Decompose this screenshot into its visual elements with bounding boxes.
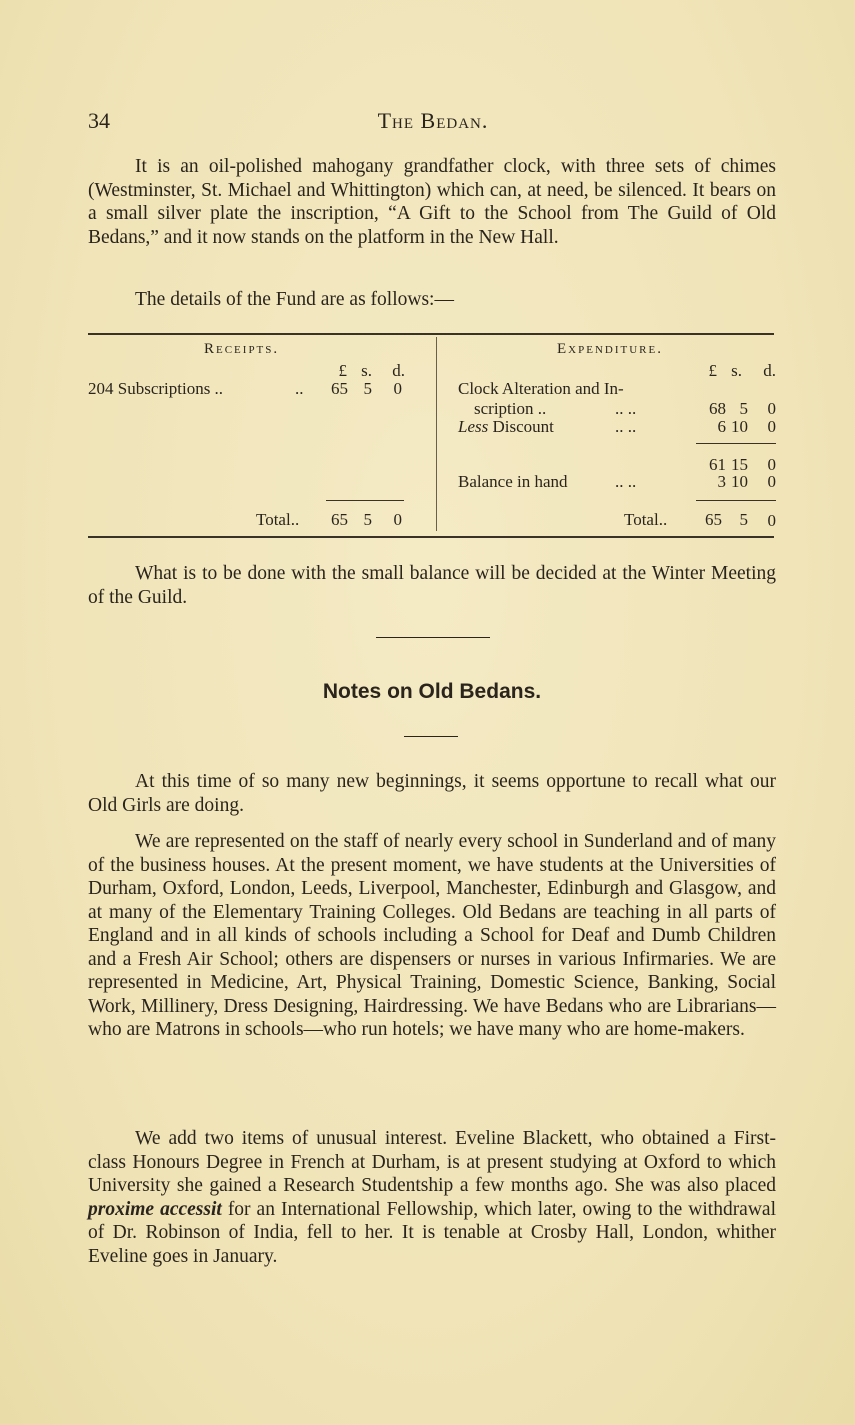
expenditure-subtotal-rule (696, 443, 776, 444)
expenditure-row-pounds: 68 (709, 399, 726, 418)
receipts-row-dots: .. (295, 379, 304, 398)
expenditure-row-label: scription .. (474, 399, 547, 418)
page-header (88, 108, 778, 138)
receipts-row-pounds: 65 (331, 379, 348, 398)
expenditure-subtotal-pounds: 61 (709, 455, 726, 474)
section-heading: Notes on Old Bedans. (322, 680, 542, 703)
expenditure-subtotal-shillings: 15 (731, 455, 748, 474)
expenditure-shillings-header: s. (731, 361, 742, 380)
expenditure-subtotal-pence: 0 (767, 455, 776, 474)
receipts-row-pence: 0 (393, 379, 402, 398)
expenditure-row-dots: .. .. (615, 399, 637, 418)
notes-paragraph-3-start: We add two items of unusual interest. Eveline Blackett, who obtained a First-class Honours Degree in French at Durham, is at present studying at Oxford to which University she gained a Research Studentship a few months ago. She was also placed (88, 1128, 776, 1196)
expenditure-row-shillings: 10 (731, 472, 748, 491)
expenditure-total-label: Total.. (624, 510, 668, 529)
receipts-total-label: Total.. (256, 510, 300, 529)
running-title: The Bedan. (377, 108, 489, 133)
expenditure-row-label: Balance in hand (458, 472, 568, 491)
receipts-total-rule (326, 500, 404, 501)
fund-intro-paragraph: The details of the Fund are as follows:— (135, 289, 454, 310)
expenditure-row-label-rest: Discount (488, 417, 554, 436)
latin-phrase: proxime accessit (88, 1198, 222, 1220)
receipts-total-pence: 0 (393, 510, 402, 529)
expenditure-heading: Expenditure. (557, 341, 663, 357)
receipts-pence-header: d. (392, 361, 405, 380)
expenditure-row-pence: 0 (767, 472, 776, 491)
expenditure-row-pence: 0 (767, 399, 776, 418)
expenditure-row-label (458, 417, 554, 437)
page-number: 34 (88, 108, 110, 133)
table-top-rule (88, 333, 774, 335)
receipts-row-label: 204 Subscriptions .. (88, 379, 224, 398)
expenditure-pounds-header: £ (708, 361, 717, 380)
receipts-total-pounds: 65 (331, 510, 348, 529)
receipts-shillings-header: s. (361, 361, 372, 380)
expenditure-row-label: Clock Alteration and In- (458, 379, 624, 398)
receipts-row-shillings: 5 (363, 379, 372, 398)
receipts-total-shillings: 5 (363, 510, 372, 529)
expenditure-row-label-italic: Less (458, 417, 489, 436)
notes-paragraph-1: At this time of so many new beginnings, it seems opportune to recall what our Old Girls are doing. (88, 771, 776, 816)
notes-paragraph-3 (88, 1127, 776, 1268)
balance-paragraph: What is to be done with the small balance will be decided at the Winter Meeting of the Guild. (88, 563, 776, 608)
receipts-pounds-header: £ (338, 361, 347, 380)
heading-underline (404, 736, 458, 737)
table-column-divider (436, 337, 437, 531)
expenditure-total-pounds: 65 (705, 510, 722, 529)
expenditure-total-shillings: 5 (739, 510, 748, 529)
table-bottom-rule (88, 536, 774, 538)
receipts-heading: Receipts. (204, 341, 280, 357)
expenditure-row-shillings: 5 (739, 399, 748, 418)
expenditure-row-pounds: 3 (717, 472, 726, 491)
expenditure-row-shillings: 10 (731, 417, 748, 436)
expenditure-total-rule (696, 500, 776, 501)
expenditure-pence-header: d. (763, 361, 776, 380)
expenditure-row-dots: .. .. (615, 417, 637, 436)
expenditure-total-pence: 0 (767, 511, 776, 530)
intro-paragraph: It is an oil-polished mahogany grandfather clock, with three sets of chimes (Westminster, St. Michael and Whittington) which can, at need, be silenced. It bears on a small silver plate the inscription, “A Gift to the School from The Guild of Old Bedans,” and it now stands on the platform in the New Hall. (88, 156, 776, 248)
expenditure-row-pounds: 6 (717, 417, 726, 436)
section-divider (376, 637, 490, 638)
notes-paragraph-2: We are represented on the staff of nearly every school in Sunderland and of many of the business houses. At the present moment, we have students at the Universities of Durham, Oxford, London, Leeds, Liverpool, Manchester, Edinburgh and Glasgow, and at many of the Elementary Training Colleges. Old Bedans are teaching in all parts of England and in all kinds of schools including a School for Deaf and Dumb Children and a Fresh Air School; others are dispensers or nurses in various Infirmaries. We are represented in Medicine, Art, Physical Training, Domestic Science, Banking, Social Work, Millinery, Dress Designing, Hairdressing. We have Bedans who are Librarians—who are Matrons in schools—who run hotels; we have many who are home-makers. (88, 831, 776, 1040)
notes-paragraph-3-end: for an International Fellowship, which later, owing to the withdrawal of Dr. Robinson of India, fell to her. It is tenable at Crosby Hall, London, whither Eveline goes in January. (88, 1198, 776, 1267)
expenditure-row-dots: .. .. (615, 472, 637, 491)
expenditure-row-pence: 0 (767, 417, 776, 436)
